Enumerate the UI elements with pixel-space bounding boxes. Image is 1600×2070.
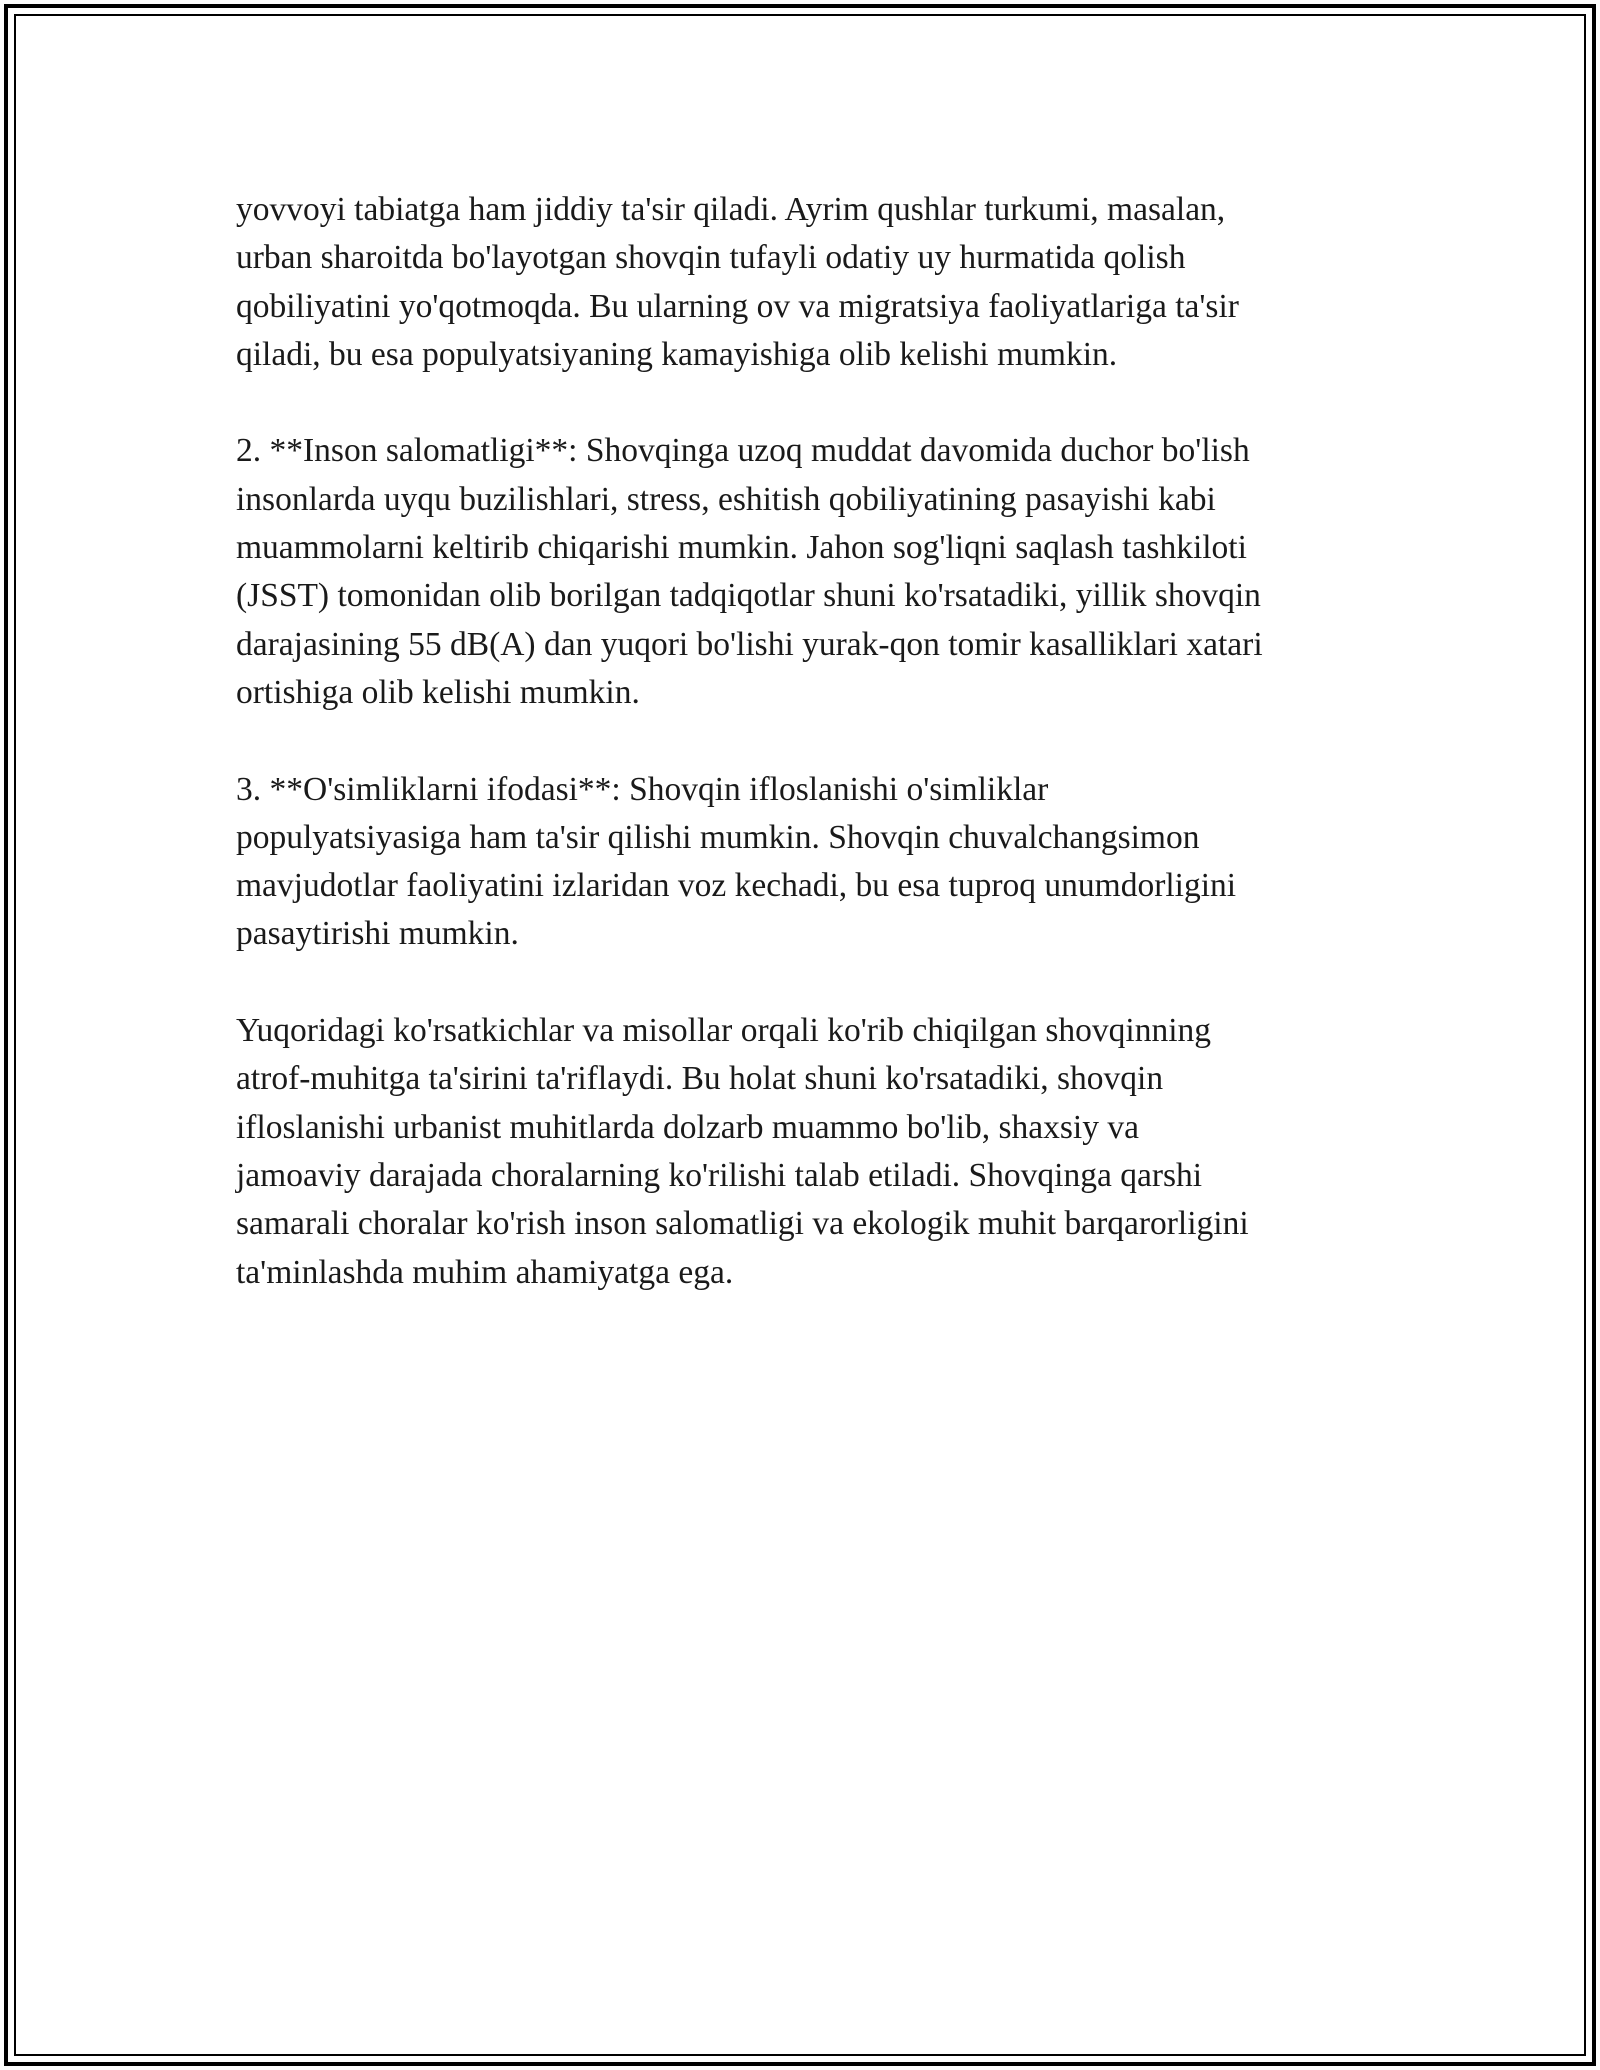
paragraph-conclusion: Yuqoridagi ko'rsatkichlar va misollar orqali ko'rib chiqilgan shovqinning atrof-muhitga ta'sirini ta'riflaydi. Bu holat shuni ko'rsatadiki, shovqin ifloslanishi urbanist muhitlarda dolzarb muammo bo'lib, shaxsiy va jamoaviy darajada choralarning ko'rilishi talab etiladi. Shovqinga qarshi samarali choralar ko'rish inson salomatligi va ekologik muhit barqarorligini ta'minlashda muhim ahamiyatga ega. (236, 1012, 1249, 1291)
document-body (236, 186, 1376, 1297)
paragraph-spacer (236, 959, 1376, 1007)
paragraph-plants: 3. **O'simliklarni ifodasi**: Shovqin ifloslanishi o'simliklar populyatsiyasiga ham ta'sir qilishi mumkin. Shovqin chuvalchangsimon mavjudotlar faoliyatini izlaridan voz kechadi, bu esa tuproq unumdorligini pasaytirishi mumkin. (236, 770, 1237, 953)
paragraph-wildlife-continuation: yovvoyi tabiatga ham jiddiy ta'sir qiladi. Ayrim qushlar turkumi, masalan, urban sharoitda bo'layotgan shovqin tufayli odatiy uy hurmatida qolish qobiliyatini yo'qotmoqda. Bu ularning ov va migratsiya faoliyatlariga ta'sir qiladi, bu esa populyatsiyaning kamayishiga olib kelishi mumkin. (236, 191, 1239, 373)
paragraph-spacer (236, 717, 1376, 765)
paragraph-human-health: 2. **Inson salomatligi**: Shovqinga uzoq muddat davomida duchor bo'lish insonlarda uyqu buzilishlari, stress, eshitish qobiliyatining pasayishi kabi muammolarni keltirib chiqarishi mumkin. Jahon sog'liqni saqlash tashkiloti (JSST) tomonidan olib borilgan tadqiqotlar shuni ko'rsatadiki, yillik shovqin darajasining 55 dB(A) dan yuqori bo'lishi yurak-qon tomir kasalliklari xatari ortishiga olib kelishi mumkin. (236, 432, 1263, 711)
paragraph-spacer (236, 379, 1376, 427)
